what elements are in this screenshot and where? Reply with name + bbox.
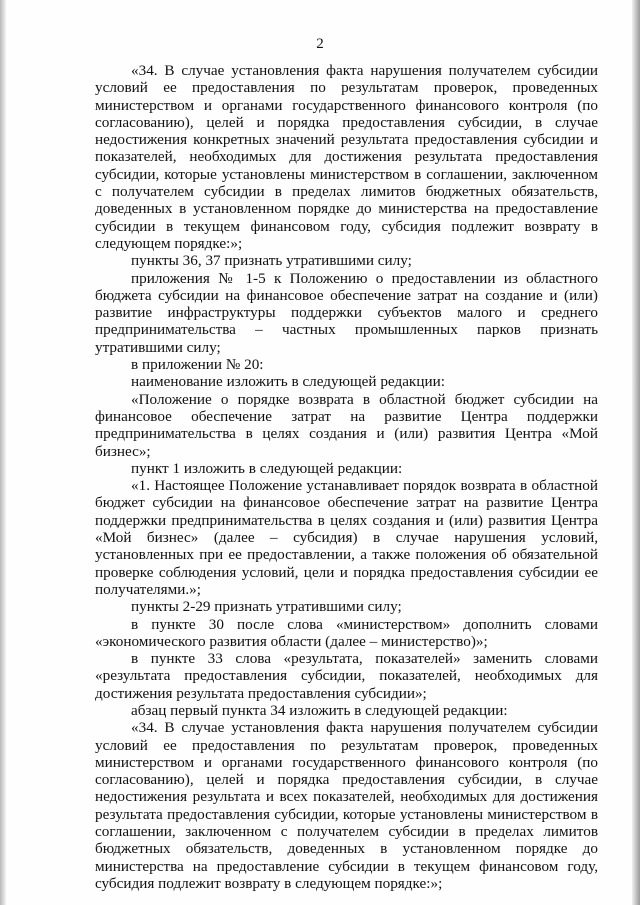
paragraph: «Положение о порядке возврата в областной бюджет субсидии на финансовое обеспечение затрат на развитие Центра поддержки предпринимательства в целях создания и (или) развития Центра «Мой бизнес»; — [95, 390, 598, 460]
paragraph: «34. В случае установления факта нарушения получателем субсидии условий ее предоставления по результатам проверок, проведенных министерством и органами государственного финансового контроля (по согласованию), целей и порядка предоставления субсидии, в случае недостижения конкретных значений результата предоставления субсидии и показателей, необходимых для достижения результата предоставления субсидии, которые установлены министерством в соглашении, заключенном с получателем субсидии в пределах лимитов бюджетных обязательств, доведенных в установленном порядке до министерства на предоставление субсидии в текущем финансовом году, субсидия подлежит возврату в следующем порядке:»; — [95, 62, 598, 252]
document-body — [95, 62, 598, 892]
paragraph: «34. В случае установления факта нарушения получателем субсидии условий ее предоставления по результатам проверок, проведенных министерством и органами государственного финансового контроля (по согласованию), целей и порядка предоставления субсидии, в случае недостижения результата и всех показателей, необходимых для достижения результата предоставления субсидии, которые установлены министерством в соглашении, заключенном с получателем субсидии в пределах лимитов бюджетных обязательств, доведенных в установленном порядке до министерства на предоставление субсидии в текущем финансовом году, субсидия подлежит возврату в следующем порядке:»; — [95, 719, 598, 892]
paragraph: наименование изложить в следующей редакции: — [131, 373, 445, 391]
paragraph: приложения № 1-5 к Положению о предоставлении из областного бюджета субсидии на финансовое обеспечение затрат на создание и (или) развитие инфраструктуры поддержки субъектов малого и среднего предпринимательства – частных промышленных парков признать утратившими силу; — [95, 269, 598, 356]
paragraph: в пункте 33 слова «результата, показателей» заменить словами «результата предоставления субсидии, показателей, необходимых для достижения результата предоставления субсидии»; — [95, 650, 598, 702]
paragraph: пункты 36, 37 признать утратившими силу; — [131, 252, 412, 270]
scan-edge-left — [0, 0, 6, 905]
paragraph: пункт 1 изложить в следующей редакции: — [131, 459, 403, 477]
paragraph: в приложении № 20: — [131, 356, 264, 374]
paragraph: абзац первый пункта 34 изложить в следующей редакции: — [131, 701, 508, 719]
page-number: 2 — [316, 36, 324, 52]
paragraph: пункты 2-29 признать утратившими силу; — [131, 598, 402, 616]
paragraph: в пункте 30 после слова «министерством» дополнить словами «экономического развития области (далее – министерство)»; — [95, 615, 598, 650]
paragraph: «1. Настоящее Положение устанавливает порядок возврата в областной бюджет субсидии на финансовое обеспечение затрат на развитие Центра поддержки предпринимательства в целях создания и (или) развития Центра «Мой бизнес» (далее – субсидия) в случае нарушения условий, установленных при ее предоставлении, а также положения об обязательной проверке соблюдения условий, цели и порядка предоставления субсидии ее получателями.»; — [95, 477, 598, 598]
scan-edge-right — [632, 0, 640, 905]
